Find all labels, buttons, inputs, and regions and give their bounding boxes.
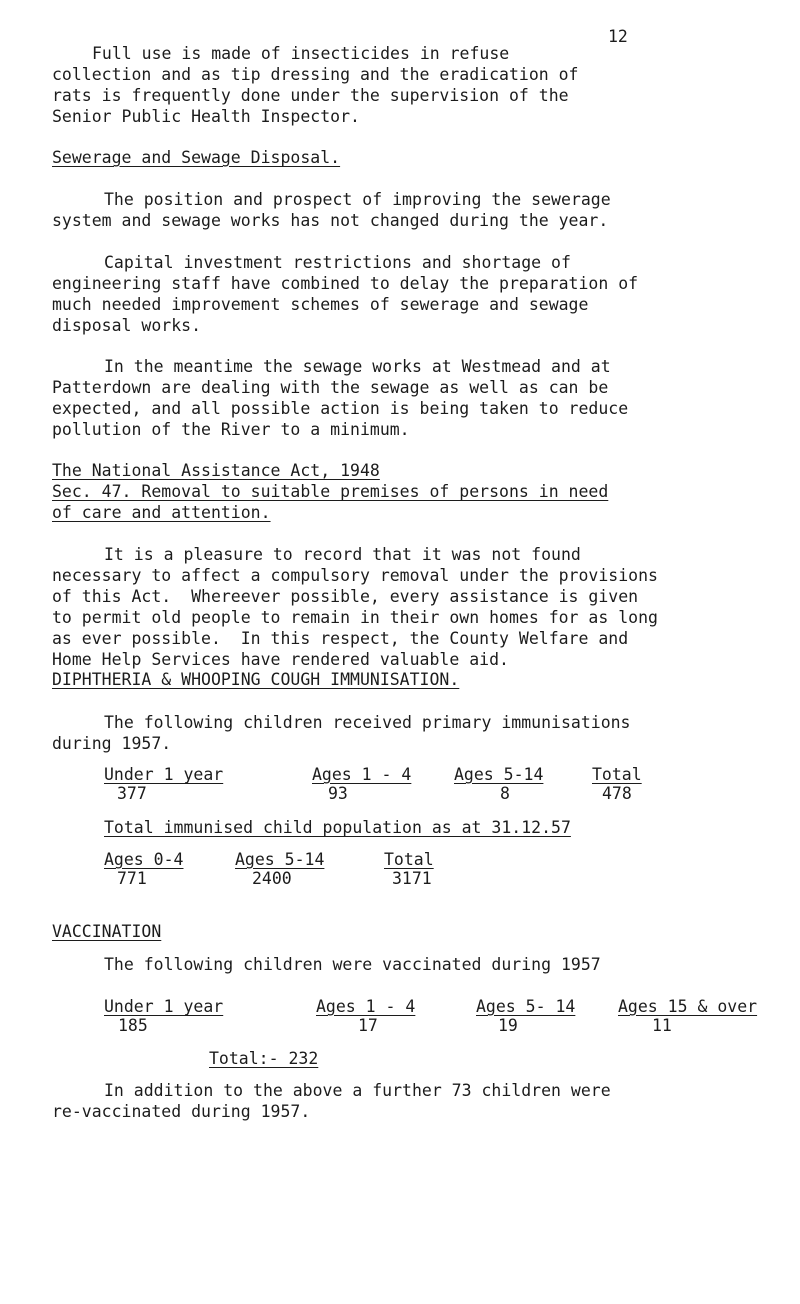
intro-line: Senior Public Health Inspector. (52, 107, 360, 126)
assistance-line: of this Act. Whereever possible, every assistance is given (52, 587, 639, 606)
assistance-line: necessary to affect a compulsory removal under the provisions (52, 566, 658, 585)
sewerage-paragraph-2 (52, 252, 772, 336)
vaccination-closing (52, 1080, 772, 1122)
vaccination-total: Total:- 232 (209, 1049, 319, 1068)
sewerage-paragraph-3 (52, 356, 772, 440)
population-heading: Total immunised child population as at 31.12.57 (104, 818, 571, 837)
intro-line: collection and as tip dressing and the eradication of (52, 65, 579, 84)
table-cell: 93 (328, 784, 348, 803)
assistance-line: It is a pleasure to record that it was not found (104, 545, 581, 564)
table-cell: 478 (602, 784, 632, 803)
vaccination-intro: The following children were vaccinated during 1957 (104, 955, 601, 974)
sewerage-paragraph-1 (52, 189, 772, 231)
immunisation-intro-line: during 1957. (52, 734, 172, 753)
intro-line: Full use is made of insecticides in refuse (92, 44, 510, 63)
act-section-cont: of care and attention. (52, 503, 271, 522)
national-assistance-paragraph (52, 544, 772, 670)
table-cell: 377 (117, 784, 147, 803)
sewerage-line: Patterdown are dealing with the sewage as well as can be (52, 378, 609, 397)
sewerage-line: engineering staff have combined to delay the preparation of (52, 274, 639, 293)
table-header: Ages 0-4 (104, 850, 184, 869)
sewerage-line: In the meantime the sewage works at Westmead and at (104, 357, 611, 376)
sewerage-line: Capital investment restrictions and shortage of (104, 253, 571, 272)
immunisation-heading: DIPHTHERIA & WHOOPING COUGH IMMUNISATION. (52, 670, 460, 689)
table-header: Under 1 year (104, 997, 224, 1016)
sewerage-line: much needed improvement schemes of sewerage and sewage (52, 295, 589, 314)
sewerage-line: system and sewage works has not changed during the year. (52, 211, 609, 230)
sewerage-line: The position and prospect of improving the sewerage (104, 190, 611, 209)
table-header: Ages 1 - 4 (316, 997, 416, 1016)
act-section: Sec. 47. Removal to suitable premises of persons in need (52, 482, 609, 501)
table-cell: 17 (358, 1016, 378, 1035)
national-assistance-heading (52, 460, 772, 523)
table-header: Total (384, 850, 434, 869)
assistance-line: Home Help Services have rendered valuable aid. (52, 650, 509, 669)
assistance-line: as ever possible. In this respect, the County Welfare and (52, 629, 629, 648)
table-cell: 771 (117, 869, 147, 888)
vaccination-heading: VACCINATION (52, 922, 162, 941)
table-cell: 3171 (392, 869, 432, 888)
closing-line: In addition to the above a further 73 children were (104, 1081, 611, 1100)
table-cell: 2400 (252, 869, 292, 888)
table-header: Total (592, 765, 642, 784)
table-header: Ages 5-14 (235, 850, 325, 869)
table-header: Ages 1 - 4 (312, 765, 412, 784)
intro-line: rats is frequently done under the supervision of the (52, 86, 569, 105)
table-header: Ages 5- 14 (476, 997, 576, 1016)
intro-paragraph (52, 43, 772, 127)
immunisation-intro (52, 712, 772, 754)
assistance-line: to permit old people to remain in their own homes for as long (52, 608, 658, 627)
immunisation-intro-line: The following children received primary immunisations (104, 713, 631, 732)
table-cell: 8 (500, 784, 510, 803)
sewerage-line: pollution of the River to a minimum. (52, 420, 410, 439)
table-cell: 185 (118, 1016, 148, 1035)
sewerage-line: expected, and all possible action is being taken to reduce (52, 399, 629, 418)
closing-line: re-vaccinated during 1957. (52, 1102, 311, 1121)
table-header: Under 1 year (104, 765, 224, 784)
sewerage-line: disposal works. (52, 316, 202, 335)
table-cell: 11 (652, 1016, 672, 1035)
sewerage-heading: Sewerage and Sewage Disposal. (52, 148, 341, 167)
act-title: The National Assistance Act, 1948 (52, 461, 380, 480)
table-header: Ages 15 & over (618, 997, 758, 1016)
table-header: Ages 5-14 (454, 765, 544, 784)
page-number: 12 (608, 27, 628, 46)
table-cell: 19 (498, 1016, 518, 1035)
